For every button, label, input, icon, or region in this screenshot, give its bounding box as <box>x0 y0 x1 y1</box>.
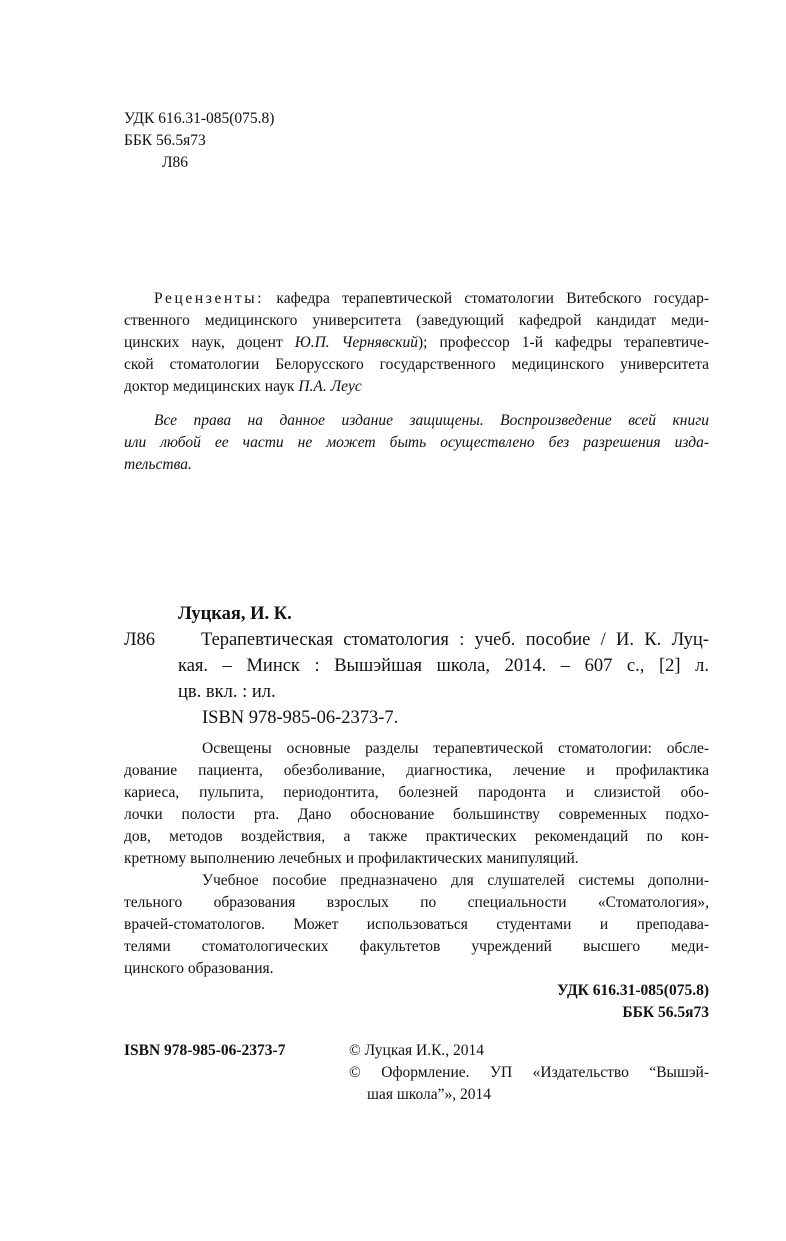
copyright-line: шая школа”», 2014 <box>367 1086 492 1103</box>
annotation-line: кретному выполнению лечебных и профилактических манипуляций. <box>124 850 579 867</box>
catalog-entry <box>124 601 709 731</box>
annotation-line: телями стоматологических факультетов учреждений высшего меди- <box>124 938 709 955</box>
rights-line: тельства. <box>124 456 192 473</box>
classification-codes-bottom <box>557 980 709 1024</box>
entry-line: кая. – Минск : Вышэйшая школа, 2014. – 607 с., [2] л. <box>178 656 709 676</box>
copyright-line: © Луцкая И.К., 2014 <box>349 1042 485 1059</box>
reviewers-block <box>124 288 709 398</box>
rights-line: или любой ее части не может быть осуществлено без разрешения изда- <box>124 434 709 451</box>
bbk-code: ББК 56.5я73 <box>124 132 206 149</box>
annotation-line: Освещены основные разделы терапевтической стоматологии: обсле- <box>202 740 709 757</box>
entry-line: Терапевтическая стоматология : учеб. пособие / И. К. Луц- <box>201 630 709 650</box>
entry-title-row <box>124 627 709 653</box>
annotation-line: цинского образования. <box>124 960 274 977</box>
entry-line: цв. вкл. : ил. <box>178 682 276 702</box>
annotation-line: лочки полости рта. Дано обоснование большинству современных подхо- <box>124 806 709 823</box>
entry-author: Луцкая, И. К. <box>178 604 292 624</box>
reviewers-line: цинских наук, доцент Ю.П. Чернявский); профессор 1-й кафедры терапевтиче- <box>124 334 709 351</box>
reviewers-line: доктор медицинских наук П.А. Леус <box>124 378 362 395</box>
annotation-line: кариеса, пульпита, периодонтита, болезней пародонта и слизистой обо- <box>124 784 709 801</box>
rights-line: Все права на данное издание защищены. Воспроизведение всей книги <box>154 412 709 429</box>
isbn: ISBN 978-985-06-2373-7 <box>124 1042 286 1059</box>
classification-codes-top <box>124 108 274 174</box>
reviewers-label: Рецензенты: <box>154 290 265 307</box>
annotation-line: дование пациента, обезболивание, диагностика, лечение и профилактика <box>124 762 709 779</box>
entry-isbn: ISBN 978-985-06-2373-7. <box>202 708 399 728</box>
annotation-line: врачей-стоматологов. Может использоваться студентами и преподава- <box>124 916 709 933</box>
reviewer-name: П.А. Леус <box>298 378 362 395</box>
annotation <box>124 738 709 980</box>
udk-code: УДК 616.31-085(075.8) <box>557 982 709 999</box>
reviewers-line: ственного медицинского университета (заведующий кафедрой кандидат меди- <box>124 312 709 329</box>
reviewer-name: Ю.П. Чернявский <box>294 334 418 351</box>
annotation-line: дов, методов воздействия, а также практических рекомендаций по кон- <box>124 828 709 845</box>
annotation-line: Учебное пособие предназначено для слушателей системы дополни- <box>202 872 709 889</box>
entry-code: Л86 <box>124 630 156 650</box>
annotation-line: тельного образования взрослых по специальности «Стоматология», <box>124 894 709 911</box>
bbk-code: ББК 56.5я73 <box>622 1004 709 1021</box>
copyright-block <box>349 1040 709 1106</box>
reviewers-line: ской стоматологии Белорусского государственного медицинского университета <box>124 356 709 373</box>
reviewers-line: Рецензенты: кафедра терапевтической стоматологии Витебского государ- <box>154 290 709 307</box>
copyright-line: © Оформление. УП «Издательство “Вышэй- <box>349 1064 709 1081</box>
udk-code: УДК 616.31-085(075.8) <box>124 110 275 127</box>
rights-notice <box>124 410 709 476</box>
author-mark: Л86 <box>162 154 189 171</box>
